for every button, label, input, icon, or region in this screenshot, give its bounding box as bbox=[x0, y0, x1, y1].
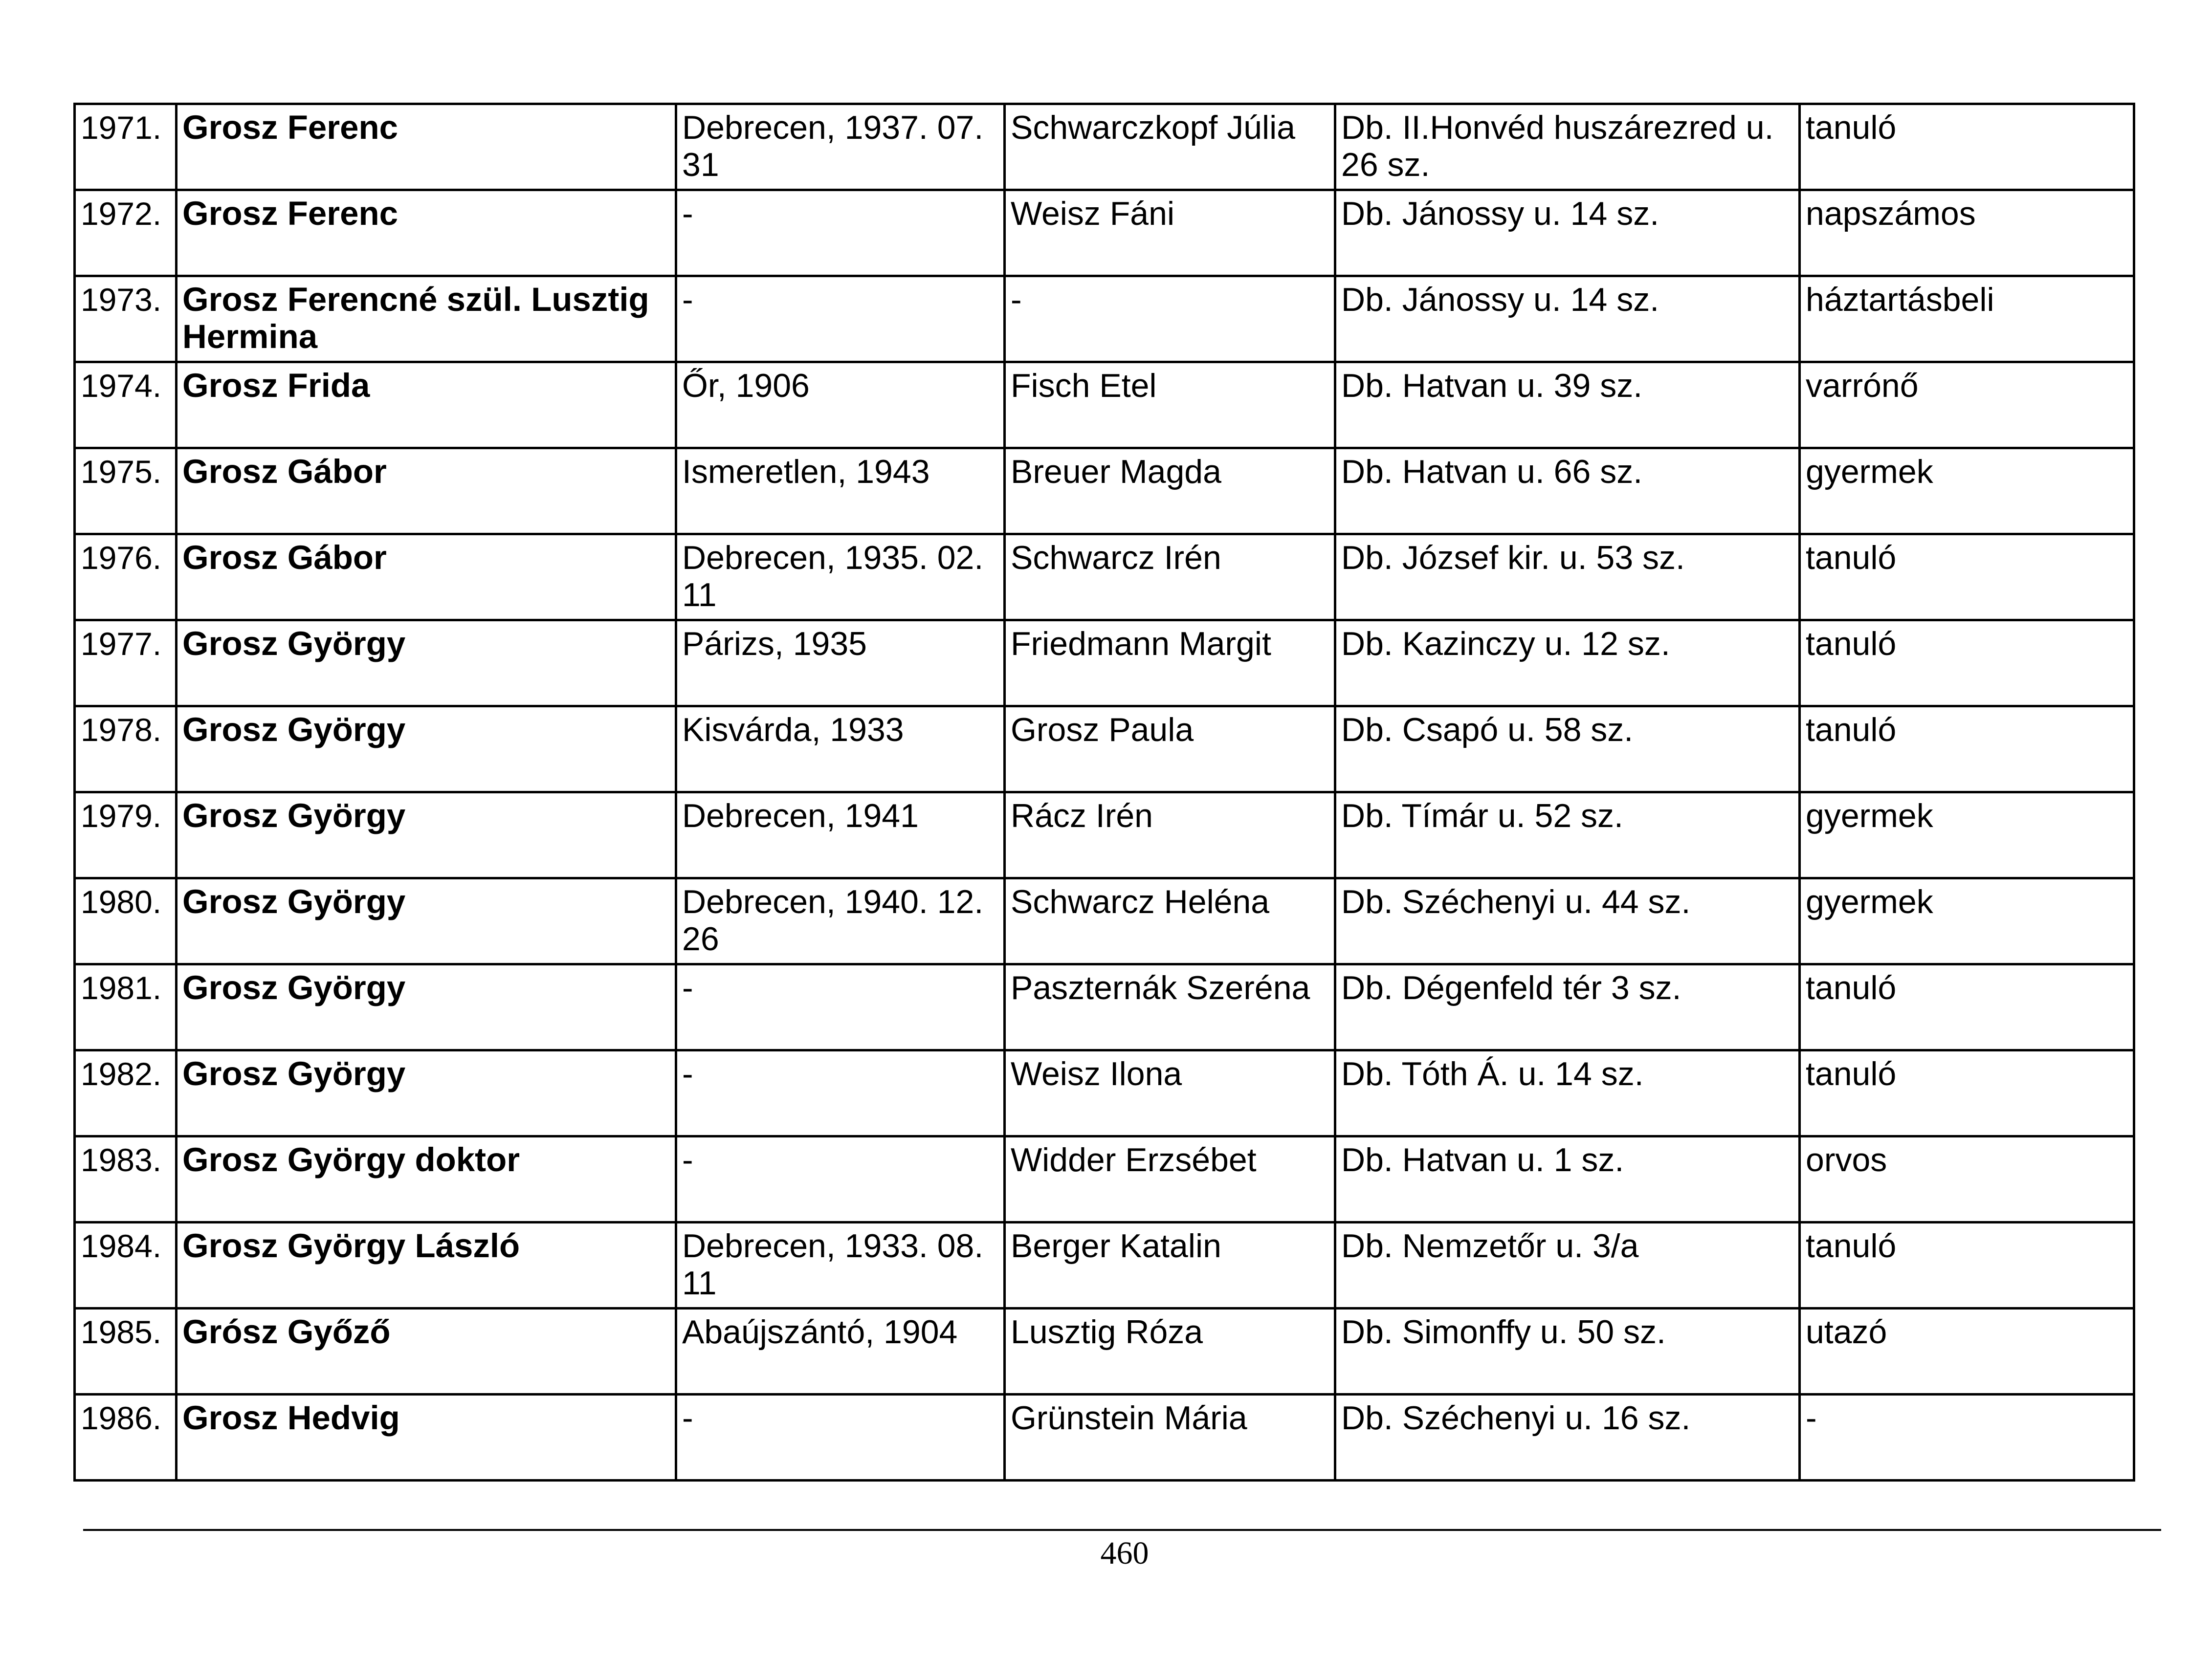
person-name: Grosz György bbox=[177, 878, 676, 964]
table-row bbox=[75, 792, 2134, 878]
table-row bbox=[75, 1136, 2134, 1222]
address: Db. József kir. u. 53 sz. bbox=[1335, 534, 1800, 620]
occupation: tanuló bbox=[1800, 706, 2134, 792]
entry-number: 1975. bbox=[75, 448, 177, 534]
occupation: tanuló bbox=[1800, 1050, 2134, 1136]
person-name: Grosz Ferencné szül. Lusztig Hermina bbox=[177, 276, 676, 362]
entry-number: 1981. bbox=[75, 964, 177, 1050]
birth-place-date: Debrecen, 1940. 12. 26 bbox=[676, 878, 1005, 964]
person-name: Grosz György doktor bbox=[177, 1136, 676, 1222]
person-name: Grosz György bbox=[177, 964, 676, 1050]
person-name: Grosz Frida bbox=[177, 362, 676, 448]
mother-name: Grosz Paula bbox=[1005, 706, 1335, 792]
mother-name: Schwarcz Heléna bbox=[1005, 878, 1335, 964]
birth-place-date: Debrecen, 1933. 08. 11 bbox=[676, 1222, 1005, 1309]
address: Db. Hatvan u. 66 sz. bbox=[1335, 448, 1800, 534]
birth-place-date: - bbox=[676, 276, 1005, 362]
table-row bbox=[75, 1309, 2134, 1395]
entry-number: 1977. bbox=[75, 620, 177, 706]
mother-name: Friedmann Margit bbox=[1005, 620, 1335, 706]
victims-register-table bbox=[73, 103, 2135, 1482]
table-row bbox=[75, 534, 2134, 620]
table-row bbox=[75, 362, 2134, 448]
occupation: tanuló bbox=[1800, 1222, 2134, 1309]
entry-number: 1980. bbox=[75, 878, 177, 964]
birth-place-date: - bbox=[676, 1395, 1005, 1481]
entry-number: 1982. bbox=[75, 1050, 177, 1136]
person-name: Grosz Gábor bbox=[177, 534, 676, 620]
table-row bbox=[75, 448, 2134, 534]
occupation: utazó bbox=[1800, 1309, 2134, 1395]
birth-place-date: Ismeretlen, 1943 bbox=[676, 448, 1005, 534]
table-row bbox=[75, 1222, 2134, 1309]
footer-divider bbox=[83, 1529, 2161, 1531]
address: Db. Tímár u. 52 sz. bbox=[1335, 792, 1800, 878]
occupation: tanuló bbox=[1800, 620, 2134, 706]
mother-name: Breuer Magda bbox=[1005, 448, 1335, 534]
entry-number: 1976. bbox=[75, 534, 177, 620]
entry-number: 1984. bbox=[75, 1222, 177, 1309]
occupation: - bbox=[1800, 1395, 2134, 1481]
birth-place-date: Debrecen, 1941 bbox=[676, 792, 1005, 878]
entry-number: 1979. bbox=[75, 792, 177, 878]
entry-number: 1978. bbox=[75, 706, 177, 792]
entry-number: 1972. bbox=[75, 190, 177, 276]
birth-place-date: - bbox=[676, 1050, 1005, 1136]
mother-name: Berger Katalin bbox=[1005, 1222, 1335, 1309]
address: Db. Hatvan u. 1 sz. bbox=[1335, 1136, 1800, 1222]
mother-name: Schwarcz Irén bbox=[1005, 534, 1335, 620]
mother-name: Weisz Ilona bbox=[1005, 1050, 1335, 1136]
table-row bbox=[75, 1395, 2134, 1481]
person-name: Grosz György László bbox=[177, 1222, 676, 1309]
person-name: Grosz György bbox=[177, 620, 676, 706]
occupation: orvos bbox=[1800, 1136, 2134, 1222]
table-row bbox=[75, 276, 2134, 362]
occupation: tanuló bbox=[1800, 104, 2134, 190]
occupation: gyermek bbox=[1800, 448, 2134, 534]
page-number: 460 bbox=[1100, 1535, 1149, 1571]
entry-number: 1985. bbox=[75, 1309, 177, 1395]
birth-place-date: - bbox=[676, 964, 1005, 1050]
occupation: tanuló bbox=[1800, 534, 2134, 620]
address: Db. Dégenfeld tér 3 sz. bbox=[1335, 964, 1800, 1050]
entry-number: 1983. bbox=[75, 1136, 177, 1222]
table-row bbox=[75, 878, 2134, 964]
table-row bbox=[75, 706, 2134, 792]
table-row bbox=[75, 620, 2134, 706]
mother-name: Rácz Irén bbox=[1005, 792, 1335, 878]
address: Db. Jánossy u. 14 sz. bbox=[1335, 190, 1800, 276]
birth-place-date: - bbox=[676, 1136, 1005, 1222]
entry-number: 1973. bbox=[75, 276, 177, 362]
address: Db. Csapó u. 58 sz. bbox=[1335, 706, 1800, 792]
mother-name: Widder Erzsébet bbox=[1005, 1136, 1335, 1222]
table-row bbox=[75, 104, 2134, 190]
table-row bbox=[75, 1050, 2134, 1136]
address: Db. Nemzetőr u. 3/a bbox=[1335, 1222, 1800, 1309]
address: Db. Kazinczy u. 12 sz. bbox=[1335, 620, 1800, 706]
address: Db. Hatvan u. 39 sz. bbox=[1335, 362, 1800, 448]
mother-name: Weisz Fáni bbox=[1005, 190, 1335, 276]
birth-place-date: Párizs, 1935 bbox=[676, 620, 1005, 706]
address: Db. Széchenyi u. 44 sz. bbox=[1335, 878, 1800, 964]
occupation: tanuló bbox=[1800, 964, 2134, 1050]
table-row bbox=[75, 190, 2134, 276]
person-name: Grosz Ferenc bbox=[177, 190, 676, 276]
mother-name: Paszternák Szeréna bbox=[1005, 964, 1335, 1050]
person-name: Grosz György bbox=[177, 706, 676, 792]
mother-name: Fisch Etel bbox=[1005, 362, 1335, 448]
person-name: Grosz Gábor bbox=[177, 448, 676, 534]
occupation: gyermek bbox=[1800, 792, 2134, 878]
entry-number: 1986. bbox=[75, 1395, 177, 1481]
birth-place-date: Őr, 1906 bbox=[676, 362, 1005, 448]
address: Db. Széchenyi u. 16 sz. bbox=[1335, 1395, 1800, 1481]
occupation: háztartásbeli bbox=[1800, 276, 2134, 362]
mother-name: - bbox=[1005, 276, 1335, 362]
entry-number: 1974. bbox=[75, 362, 177, 448]
address: Db. II.Honvéd huszárezred u. 26 sz. bbox=[1335, 104, 1800, 190]
birth-place-date: Kisvárda, 1933 bbox=[676, 706, 1005, 792]
person-name: Grosz Ferenc bbox=[177, 104, 676, 190]
mother-name: Schwarczkopf Júlia bbox=[1005, 104, 1335, 190]
address: Db. Simonffy u. 50 sz. bbox=[1335, 1309, 1800, 1395]
person-name: Grosz György bbox=[177, 792, 676, 878]
birth-place-date: Debrecen, 1937. 07. 31 bbox=[676, 104, 1005, 190]
occupation: varrónő bbox=[1800, 362, 2134, 448]
person-name: Grosz György bbox=[177, 1050, 676, 1136]
mother-name: Lusztig Róza bbox=[1005, 1309, 1335, 1395]
birth-place-date: Abaújszántó, 1904 bbox=[676, 1309, 1005, 1395]
mother-name: Grünstein Mária bbox=[1005, 1395, 1335, 1481]
occupation: gyermek bbox=[1800, 878, 2134, 964]
birth-place-date: Debrecen, 1935. 02. 11 bbox=[676, 534, 1005, 620]
person-name: Grosz Hedvig bbox=[177, 1395, 676, 1481]
table-row bbox=[75, 964, 2134, 1050]
address: Db. Jánossy u. 14 sz. bbox=[1335, 276, 1800, 362]
birth-place-date: - bbox=[676, 190, 1005, 276]
register-body bbox=[75, 104, 2134, 1481]
person-name: Grósz Győző bbox=[177, 1309, 676, 1395]
entry-number: 1971. bbox=[75, 104, 177, 190]
address: Db. Tóth Á. u. 14 sz. bbox=[1335, 1050, 1800, 1136]
occupation: napszámos bbox=[1800, 190, 2134, 276]
